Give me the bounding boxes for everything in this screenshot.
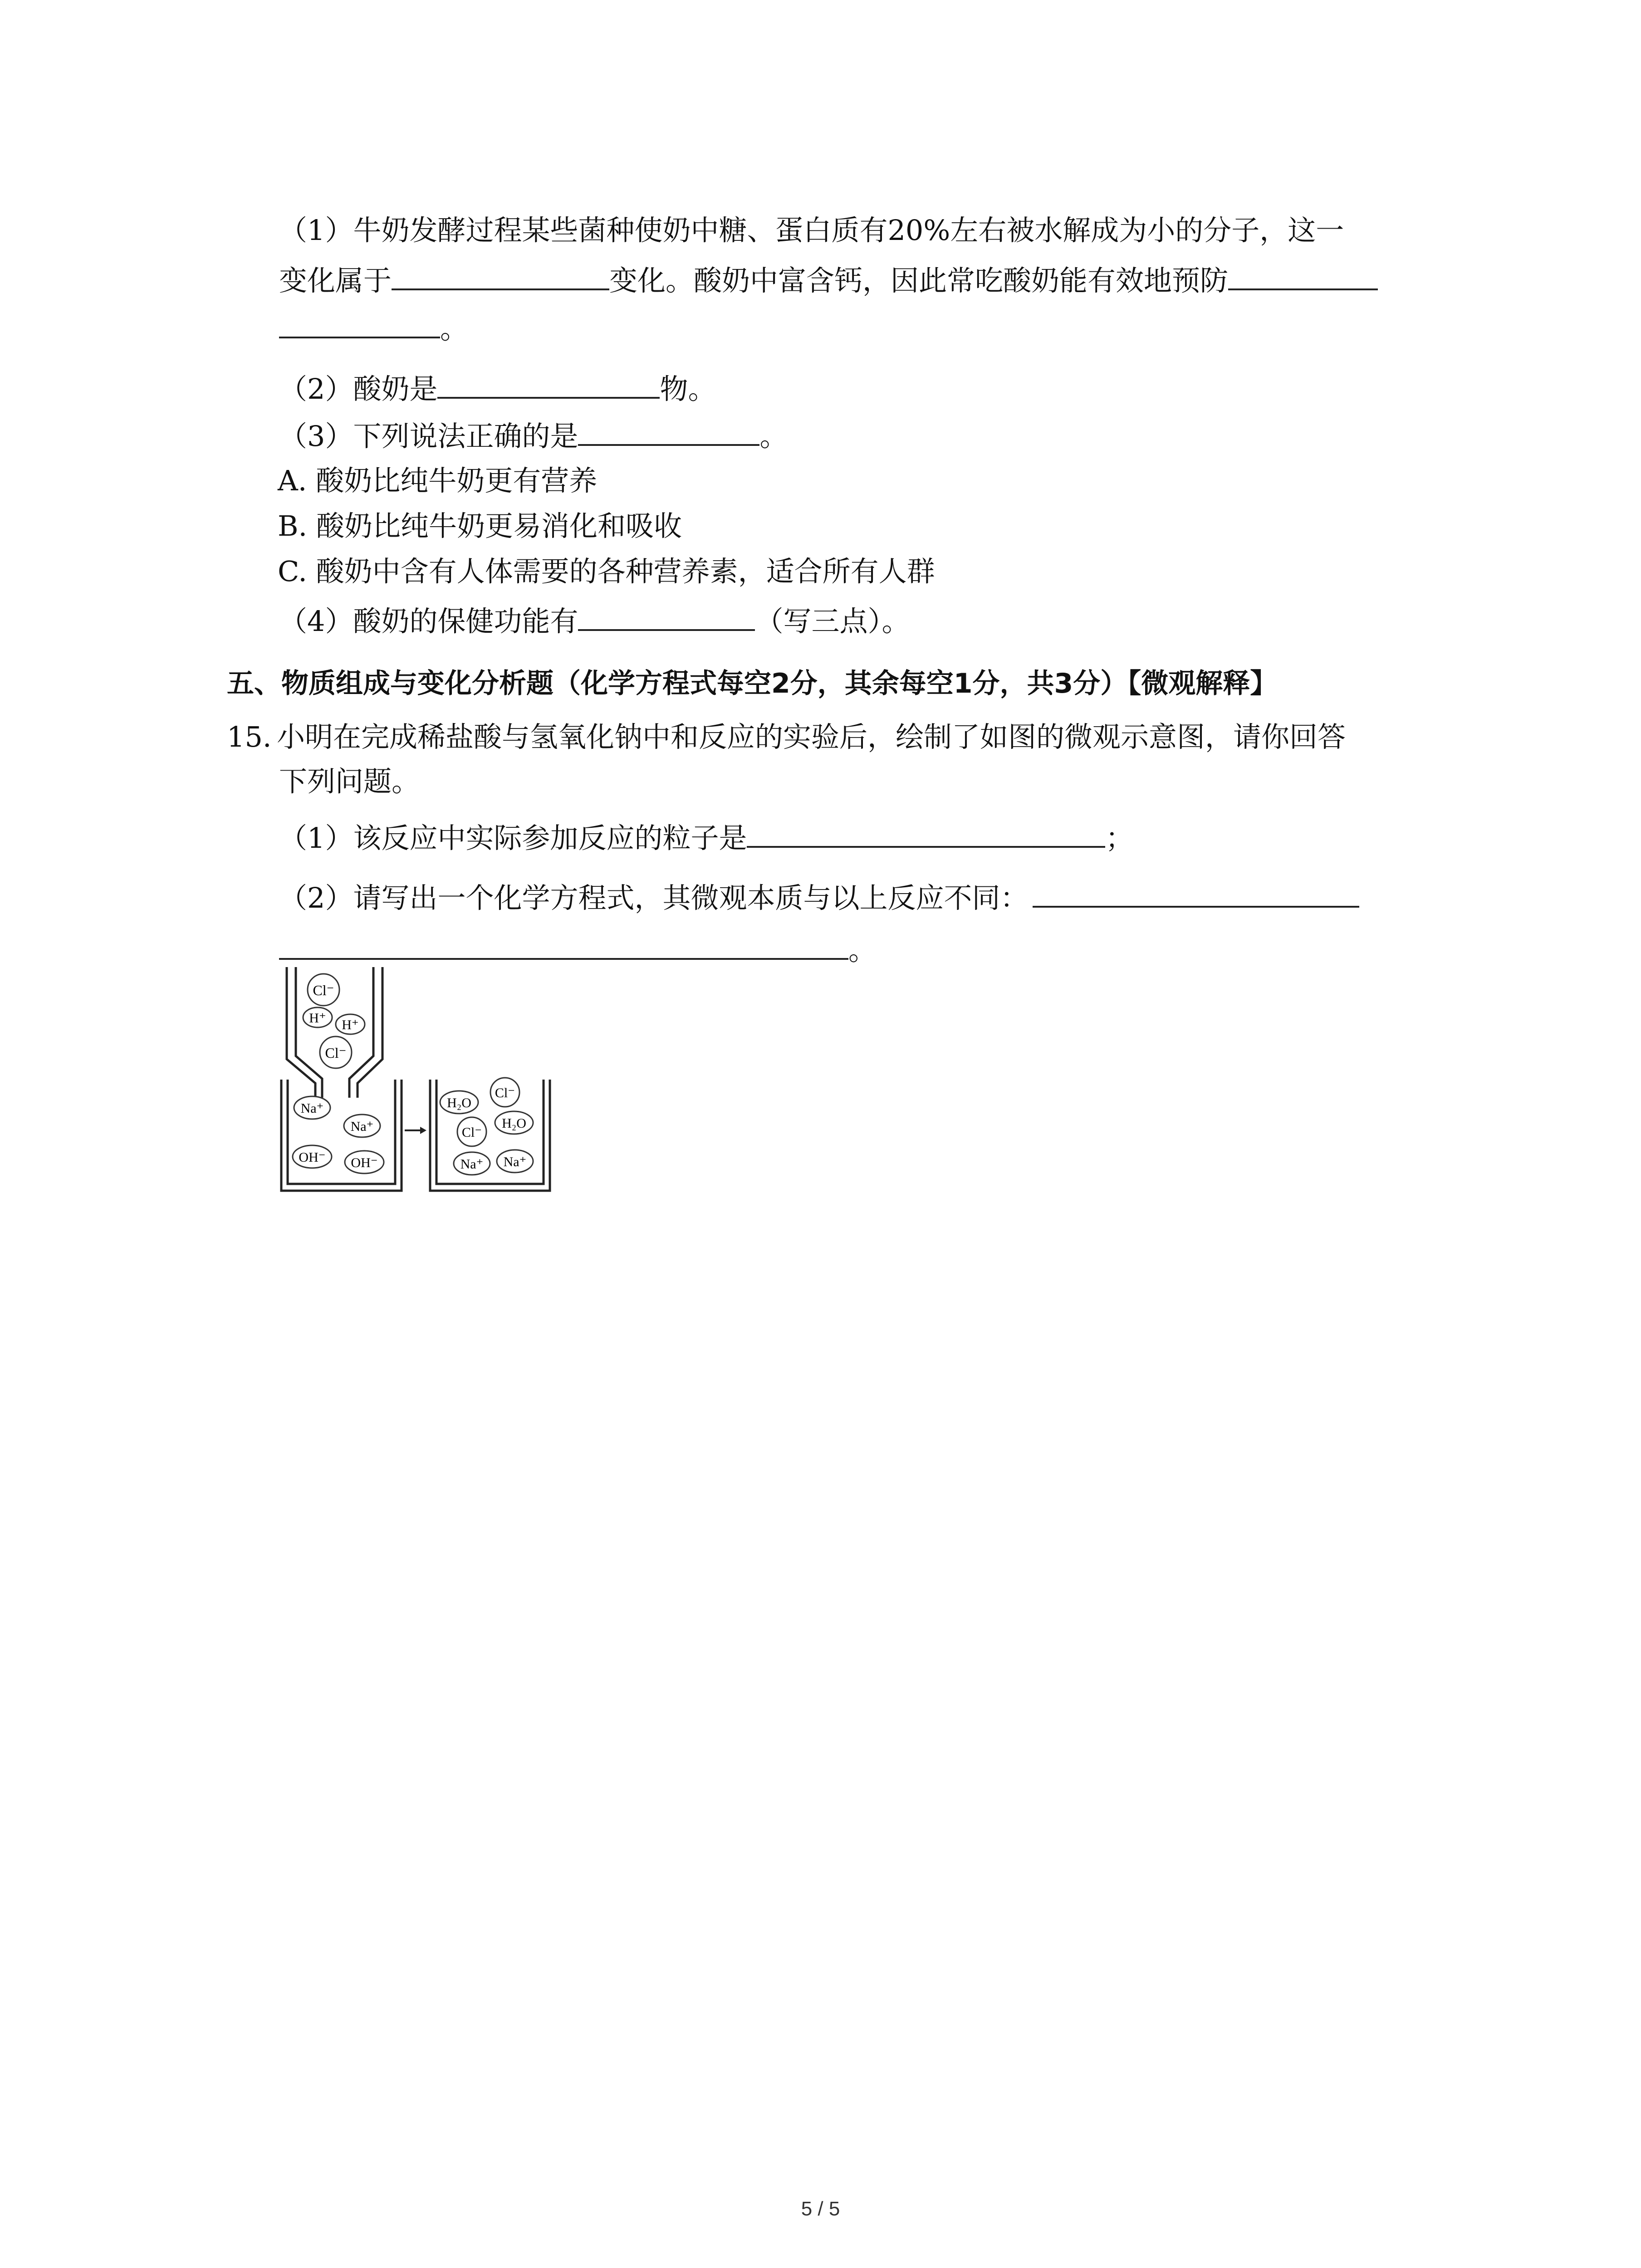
answer-blank-substance-type[interactable] (437, 369, 660, 399)
beaker2-h2o-1 (440, 1091, 478, 1114)
q15-stem-line2 (279, 763, 420, 800)
answer-blank-correct-option[interactable] (578, 416, 759, 446)
q15-part2-line1 (279, 878, 1359, 916)
svg-text:H₂O: H₂O (447, 1095, 471, 1110)
answer-blank-health-functions[interactable] (578, 601, 755, 631)
q15-stem-text: 小明在完成稀盐酸与氢氧化钠中和反应的实验后，绘制了如图的微观示意图，请你回答 (277, 720, 1346, 753)
q14-part1-text: （1）牛奶发酵过程某些菌种使奶中糖、蛋白质有20%左右被水解成为小的分子，这一 (279, 214, 1344, 247)
answer-blank-prevent-a[interactable] (1228, 260, 1378, 290)
q14-part1-line1 (279, 212, 1344, 249)
svg-text:Na⁺: Na⁺ (300, 1101, 324, 1116)
beaker1-ion-na-1 (294, 1096, 330, 1119)
q15-part1-end: ； (1105, 821, 1134, 855)
q15-part1-text: （1）该反应中实际参加反应的粒子是 (279, 821, 747, 855)
q14-part4-text: （4）酸奶的保健功能有 (279, 605, 578, 638)
page-number: 5 / 5 (801, 2198, 840, 2220)
question-number: 15. (227, 720, 272, 753)
answer-blank-change-type[interactable] (392, 260, 609, 290)
svg-text:OH⁻: OH⁻ (351, 1155, 378, 1170)
dropper-ion-cl-bottom (320, 1036, 352, 1068)
q14-part2-line (279, 369, 716, 407)
svg-text:Na⁺: Na⁺ (350, 1119, 374, 1134)
q15-part1-line (279, 818, 1133, 856)
option-b-text: B. 酸奶比纯牛奶更易消化和吸收 (278, 509, 682, 543)
reaction-arrow (405, 1127, 426, 1134)
neutralization-micro-diagram (272, 962, 563, 1198)
svg-text:Cl⁻: Cl⁻ (461, 1125, 482, 1140)
option-a (278, 463, 597, 499)
svg-text:Na⁺: Na⁺ (460, 1157, 484, 1172)
beaker2-cl-2 (457, 1117, 486, 1146)
beaker1-ion-oh-2 (345, 1151, 384, 1173)
option-b (278, 508, 682, 544)
svg-text:Na⁺: Na⁺ (503, 1154, 527, 1169)
beaker2-na-1 (454, 1152, 490, 1175)
option-c-text: C. 酸奶中含有人体需要的各种营养素，适合所有人群 (278, 555, 935, 588)
beaker-before (281, 1080, 402, 1191)
svg-text:H₂O: H₂O (502, 1116, 526, 1131)
q14-part2-text: （2）酸奶是 (279, 372, 438, 406)
svg-text:OH⁻: OH⁻ (299, 1150, 326, 1165)
q15-part2-text: （2）请写出一个化学方程式，其微观本质与以上反应不同： (279, 881, 1029, 914)
q14-part3-line (279, 416, 788, 455)
q14-part1-line2 (279, 260, 1378, 299)
dropper-ion-cl-top (308, 974, 339, 1006)
answer-blank-equation-b[interactable] (279, 930, 848, 960)
option-a-text: A. 酸奶比纯牛奶更有营养 (278, 464, 598, 497)
svg-text:Cl⁻: Cl⁻ (495, 1085, 515, 1100)
q15-stem-line1 (227, 719, 1346, 755)
beaker2-cl-1 (490, 1078, 519, 1107)
q14-part4-line (279, 601, 910, 640)
dropper-ion-h-left (303, 1007, 332, 1027)
q14-part1-text-b: 变化。酸奶中富含钙，因此常吃酸奶能有效地预防 (609, 264, 1229, 297)
answer-blank-prevent-b[interactable] (279, 308, 440, 338)
beaker2-h2o-2 (495, 1111, 533, 1134)
beaker1-ion-na-2 (344, 1114, 380, 1137)
q14-part1-end: 。 (440, 312, 469, 345)
q14-part1-line3 (279, 308, 468, 347)
q14-part3-end: 。 (759, 420, 788, 453)
beaker1-ion-oh-1 (293, 1145, 332, 1168)
answer-blank-reacting-particles[interactable] (747, 818, 1105, 848)
svg-text:Cl⁻: Cl⁻ (325, 1045, 347, 1061)
svg-text:H⁺: H⁺ (342, 1017, 359, 1032)
svg-text:Cl⁻: Cl⁻ (313, 982, 334, 998)
q14-part2-end: 物。 (660, 372, 716, 406)
section-heading-text: 五、物质组成与变化分析题（化学方程式每空2分，其余每空1分，共3分）【微观解释】 (227, 668, 1278, 699)
q14-part4-end: （写三点）。 (755, 605, 910, 638)
dropper-ion-h-right (336, 1014, 365, 1034)
q14-part3-text: （3）下列说法正确的是 (279, 420, 578, 453)
svg-text:H⁺: H⁺ (309, 1011, 326, 1026)
q15-stem-text-cont: 下列问题。 (279, 765, 420, 798)
q14-part1-text-a: 变化属于 (279, 264, 392, 297)
section-heading (227, 665, 1277, 702)
q15-part2-end: 。 (848, 934, 877, 967)
beaker2-na-2 (497, 1150, 533, 1173)
option-c (278, 553, 935, 590)
answer-blank-equation-a[interactable] (1033, 878, 1359, 908)
